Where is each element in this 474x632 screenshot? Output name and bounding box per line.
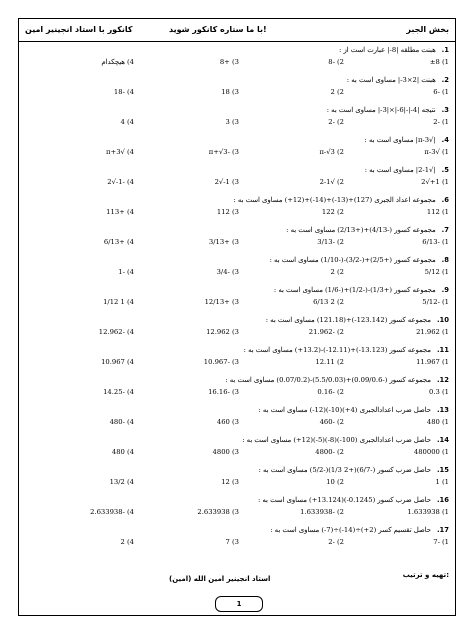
options-row: [25, 479, 449, 489]
option-number: 1): [439, 298, 449, 306]
options-row: [25, 299, 449, 309]
question-stem: هبنت |2×3-| مساوی است به :: [346, 76, 436, 84]
option-number: 1): [439, 388, 449, 396]
option-number: 4): [124, 388, 134, 396]
prepared-label: تهیه و ترتیب:: [402, 571, 449, 579]
option-value: 480: [426, 418, 440, 426]
option-number: 3): [229, 148, 239, 156]
option-number: 1): [439, 238, 449, 246]
option-number: 1): [439, 538, 449, 546]
option-value: -1.633938: [300, 508, 335, 516]
author-name: استاد انجینیر امین الله (امین): [169, 575, 271, 583]
option-number: 4): [124, 238, 134, 246]
option-value: 2: [330, 88, 335, 96]
option-value: +113: [106, 208, 125, 216]
option-value: -12.962: [98, 328, 125, 336]
option-number: 1): [439, 268, 449, 276]
question-number: 3.: [441, 106, 449, 114]
option-number: 2): [334, 478, 344, 486]
options-row: [25, 59, 449, 69]
option-value: -16.16: [208, 388, 230, 396]
option-number: 4): [124, 88, 134, 96]
option-number: 4): [124, 358, 134, 366]
question-text: [244, 347, 449, 354]
option-number: 1): [439, 178, 449, 186]
option-value: -18: [113, 88, 125, 96]
option-1[interactable]: [341, 539, 449, 546]
option-number: 4): [124, 148, 134, 156]
option-2[interactable]: [236, 59, 344, 66]
option-number: 2): [334, 448, 344, 456]
option-3[interactable]: [131, 479, 239, 486]
question-text: [233, 197, 449, 204]
option-3[interactable]: [131, 389, 239, 396]
option-number: 3): [229, 178, 239, 186]
option-value: -3/4: [216, 268, 230, 276]
option-3[interactable]: [131, 119, 239, 126]
option-value: -10.967: [203, 358, 230, 366]
option-value: 10: [326, 478, 335, 486]
question-number: 17.: [436, 526, 449, 534]
option-4[interactable]: [26, 509, 134, 516]
option-4[interactable]: [26, 329, 134, 336]
option-value: -2: [328, 118, 335, 126]
option-number: 2): [334, 238, 344, 246]
options-row: [25, 179, 449, 189]
option-number: 4): [124, 448, 134, 456]
option-number: 1): [439, 328, 449, 336]
question-stem: حاصل تقسیم کسر (2+)÷(14-)÷(7-) مساوی است به :: [270, 526, 431, 534]
option-2[interactable]: [236, 359, 344, 366]
option-number: 3): [229, 418, 239, 426]
option-value: -1: [118, 268, 125, 276]
question-text: [258, 497, 449, 504]
option-value: 2: [330, 268, 335, 276]
option-number: 3): [229, 388, 239, 396]
options-row: [25, 539, 449, 549]
question-text: [242, 437, 449, 444]
option-value: 10.967: [101, 358, 125, 366]
option-number: 3): [229, 508, 239, 516]
option-1[interactable]: [341, 89, 449, 96]
option-value: +6/13: [103, 238, 125, 246]
options-row: [25, 449, 449, 459]
option-1[interactable]: [341, 329, 449, 336]
option-value: √3+π: [106, 148, 125, 156]
option-3[interactable]: [131, 269, 239, 276]
question-stem: حاصل ضرب اعدادالجبری (100-)(8-)(5-)(12+) مساوی است به :: [242, 436, 431, 444]
question-text: [347, 77, 449, 84]
option-3[interactable]: [131, 449, 239, 456]
page-header: [19, 19, 455, 42]
option-2[interactable]: [236, 89, 344, 96]
option-1[interactable]: [341, 509, 449, 516]
option-value: ±8: [429, 58, 440, 66]
question-stem: مجموعه کسور (123.142-)+(121.18) مساوی است به :: [265, 316, 431, 324]
question-text: [339, 47, 449, 54]
question-number: 16.: [436, 496, 449, 504]
question-text: [274, 287, 449, 294]
question-number: 12.: [436, 376, 449, 384]
option-4[interactable]: [26, 389, 134, 396]
option-4[interactable]: [26, 209, 134, 216]
option-number: 2): [334, 328, 344, 336]
option-number: 2): [334, 358, 344, 366]
question-number: 14.: [436, 436, 449, 444]
option-number: 2): [334, 148, 344, 156]
option-4[interactable]: [26, 359, 134, 366]
document-page: [18, 18, 456, 616]
option-value: -7: [433, 538, 440, 546]
question-stem: مجموعه کسور (+1/3)-(-1/2)+(-1/6) مساوی است به :: [273, 286, 436, 294]
option-number: 1): [439, 148, 449, 156]
option-value: -6: [433, 88, 440, 96]
option-value: -π+√3: [208, 148, 230, 156]
question-number: 8.: [441, 256, 449, 264]
option-value: 1 1/12: [103, 298, 125, 306]
option-number: 4): [124, 478, 134, 486]
option-number: 4): [124, 538, 134, 546]
option-value: -1-√2: [107, 178, 125, 186]
option-value: 11.967: [416, 358, 440, 366]
question-number: 5.: [441, 166, 449, 174]
option-3[interactable]: [131, 329, 239, 336]
question-text: [365, 137, 449, 144]
option-value: 112: [426, 208, 440, 216]
question-number: 9.: [441, 286, 449, 294]
question-text: [270, 527, 449, 534]
question-text: [259, 467, 449, 474]
option-value: 2: [120, 538, 125, 546]
option-value: 2 6/13: [313, 298, 335, 306]
option-2[interactable]: [236, 299, 344, 306]
option-4[interactable]: [26, 89, 134, 96]
option-number: 2): [334, 298, 344, 306]
option-number: 4): [124, 418, 134, 426]
option-4[interactable]: [26, 179, 134, 186]
header-right: بخش الجبر: [406, 25, 449, 34]
question-stem: مجموعه کسور (+2/5)+(-3/2)-(-1/10) مساوی است به :: [269, 256, 436, 264]
option-2[interactable]: [236, 479, 344, 486]
option-number: 2): [334, 58, 344, 66]
option-value: 1.633938: [407, 508, 440, 516]
question-text: [266, 317, 449, 324]
option-3[interactable]: [131, 419, 239, 426]
option-1[interactable]: [341, 269, 449, 276]
option-2[interactable]: [236, 269, 344, 276]
question-text: [258, 407, 449, 414]
option-1[interactable]: [341, 149, 449, 156]
question-stem: |√3-π| مساوی است به :: [364, 136, 436, 144]
option-value: +3/13: [208, 238, 230, 246]
options-row: [25, 389, 449, 399]
options-row: [25, 239, 449, 249]
option-number: 4): [124, 118, 134, 126]
questions-list: [25, 47, 449, 567]
question-text: [286, 227, 449, 234]
option-number: 1): [439, 88, 449, 96]
option-number: 3): [229, 268, 239, 276]
option-value: -5/12: [422, 298, 440, 306]
option-2[interactable]: [236, 209, 344, 216]
option-value: 122: [321, 208, 335, 216]
option-4[interactable]: [26, 119, 134, 126]
option-number: 3): [229, 118, 239, 126]
options-row: [25, 419, 449, 429]
option-number: 2): [334, 178, 344, 186]
option-value: 21.962: [416, 328, 440, 336]
option-value: 3: [225, 118, 230, 126]
question-stem: مجموعه کسور (-4/13)+(+2/13) مساوی است به :: [286, 226, 436, 234]
option-number: 4): [124, 328, 134, 336]
option-2[interactable]: [236, 449, 344, 456]
options-row: [25, 269, 449, 279]
options-row: [25, 329, 449, 339]
options-row: [25, 119, 449, 129]
options-row: [25, 209, 449, 219]
option-number: 2): [334, 88, 344, 96]
option-number: 2): [334, 118, 344, 126]
option-4[interactable]: [26, 149, 134, 156]
option-1[interactable]: [341, 59, 449, 66]
option-number: 3): [229, 238, 239, 246]
option-2[interactable]: [236, 149, 344, 156]
option-value: 7: [225, 538, 230, 546]
option-number: 3): [229, 88, 239, 96]
option-value: -2: [328, 538, 335, 546]
option-number: 3): [229, 538, 239, 546]
question-stem: مجموعه اعداد الجبری (127)+(13-)+(14-)+(12+) مساوی است به :: [233, 196, 436, 204]
option-3[interactable]: [131, 149, 239, 156]
option-value: -6/13: [422, 238, 440, 246]
question-stem: |√2-1| مساوی است به :: [364, 166, 436, 174]
option-number: 4): [124, 298, 134, 306]
options-row: [25, 89, 449, 99]
option-number: 3): [229, 448, 239, 456]
option-number: 1): [439, 208, 449, 216]
option-number: 3): [229, 358, 239, 366]
option-3[interactable]: [131, 59, 239, 66]
option-number: 1): [439, 448, 449, 456]
option-value: 12.11: [315, 358, 335, 366]
question-stem: هبنت مطلقه |8-| عبارت است از :: [339, 46, 436, 54]
option-4[interactable]: [26, 299, 134, 306]
option-value: 4: [120, 118, 125, 126]
option-number: 4): [124, 268, 134, 276]
option-1[interactable]: [341, 119, 449, 126]
option-2[interactable]: [236, 239, 344, 246]
option-value: √3-π: [424, 148, 440, 156]
option-value: 460: [216, 418, 230, 426]
option-value: -0.16: [317, 388, 335, 396]
option-value: 12: [221, 478, 230, 486]
header-center: با ما ستاره کانکور شوید!: [169, 25, 267, 34]
options-row: [25, 509, 449, 519]
option-number: 2): [334, 538, 344, 546]
option-number: 1): [439, 508, 449, 516]
option-1[interactable]: [341, 389, 449, 396]
question-stem: نتیجه |4-|-|6-|×|3-| مساوی است به :: [326, 106, 436, 114]
option-3[interactable]: [131, 299, 239, 306]
option-value: 1-√2: [214, 178, 230, 186]
question-number: 15.: [436, 466, 449, 474]
header-left: کانکور با استاد انجینیر امین: [25, 25, 133, 34]
option-2[interactable]: [236, 539, 344, 546]
option-2[interactable]: [236, 329, 344, 336]
option-value: -14.25: [103, 388, 125, 396]
option-1[interactable]: [341, 179, 449, 186]
option-number: 3): [229, 58, 239, 66]
option-1[interactable]: [341, 299, 449, 306]
option-1[interactable]: [341, 209, 449, 216]
question-number: 4.: [441, 136, 449, 144]
option-value: -4800: [315, 448, 335, 456]
option-3[interactable]: [131, 509, 239, 516]
options-row: [25, 359, 449, 369]
option-number: 1): [439, 418, 449, 426]
option-value: π-√3: [319, 148, 335, 156]
question-number: 1.: [441, 46, 449, 54]
option-number: 2): [334, 268, 344, 276]
option-value: 480: [111, 448, 125, 456]
option-value: 18: [221, 88, 230, 96]
option-value: 112: [216, 208, 230, 216]
option-number: 2): [334, 388, 344, 396]
option-3[interactable]: [131, 539, 239, 546]
question-number: 2.: [441, 76, 449, 84]
question-text: [365, 167, 449, 174]
option-4[interactable]: [26, 449, 134, 456]
question-stem: حاصل ضرب کسور (-6/7)(+2 1/3)(-5/2) مساوی است به :: [258, 466, 431, 474]
option-value: 1: [435, 478, 440, 486]
option-number: 1): [439, 58, 449, 66]
question-stem: مجموعه کسور (13.123-)+(12.11-)-(13.2+) مساوی است به :: [243, 346, 431, 354]
option-2[interactable]: [236, 119, 344, 126]
question-text: [327, 107, 449, 114]
option-number: 2): [334, 418, 344, 426]
option-value: 480000: [413, 448, 440, 456]
option-number: 4): [124, 58, 134, 66]
option-number: 4): [124, 178, 134, 186]
option-value: 1+√2: [421, 178, 440, 186]
question-number: 6.: [441, 196, 449, 204]
option-number: 1): [439, 118, 449, 126]
option-1[interactable]: [341, 449, 449, 456]
options-row: [25, 149, 449, 159]
option-value: +8: [219, 58, 230, 66]
option-value: -2: [433, 118, 440, 126]
question-stem: حاصل ضرب اعدادالجبری (4+)(10-)(12-) مساوی است به :: [258, 406, 431, 414]
option-4[interactable]: [26, 539, 134, 546]
option-value: -8: [328, 58, 335, 66]
option-value: -480: [109, 418, 125, 426]
question-stem: حاصل ضرب کسور (0.1245-)(13.124+) مساوی است به :: [257, 496, 431, 504]
option-number: 3): [229, 328, 239, 336]
option-number: 3): [229, 298, 239, 306]
option-1[interactable]: [341, 359, 449, 366]
option-3[interactable]: [131, 89, 239, 96]
option-number: 1): [439, 478, 449, 486]
option-number: 4): [124, 508, 134, 516]
option-number: 3): [229, 478, 239, 486]
option-value: هیچکدام: [101, 58, 125, 66]
option-number: 2): [334, 208, 344, 216]
option-value: 13/2: [109, 478, 125, 486]
option-number: 1): [439, 358, 449, 366]
option-2[interactable]: [236, 419, 344, 426]
option-value: √2-1: [319, 178, 335, 186]
option-value: 4800: [212, 448, 230, 456]
option-3[interactable]: [131, 209, 239, 216]
option-value: -21.962: [308, 328, 335, 336]
option-3[interactable]: [131, 179, 239, 186]
option-3[interactable]: [131, 239, 239, 246]
option-value: 5/12: [424, 268, 440, 276]
option-4[interactable]: [26, 269, 134, 276]
option-4[interactable]: [26, 419, 134, 426]
page-footer: [19, 565, 455, 615]
option-value: 2.633938: [197, 508, 230, 516]
question-text: [270, 257, 449, 264]
option-value: 12.962: [206, 328, 230, 336]
option-2[interactable]: [236, 509, 344, 516]
option-1[interactable]: [341, 239, 449, 246]
option-value: +12/13: [204, 298, 230, 306]
option-number: 4): [124, 208, 134, 216]
option-number: 3): [229, 208, 239, 216]
option-value: -3/13: [317, 238, 335, 246]
option-1[interactable]: [341, 419, 449, 426]
option-number: 2): [334, 508, 344, 516]
question-number: 11.: [436, 346, 449, 354]
option-value: -460: [319, 418, 335, 426]
question-text: [225, 377, 449, 384]
option-3[interactable]: [131, 359, 239, 366]
question-stem: مجموعه کسور (-0.09/0.6)+(5.5/0.03)-(0.07/0.2) مساوی است به :: [225, 376, 431, 384]
question-number: 13.: [436, 406, 449, 414]
page-number: 1: [215, 596, 263, 612]
option-4[interactable]: [26, 479, 134, 486]
option-2[interactable]: [236, 389, 344, 396]
question-number: 10.: [436, 316, 449, 324]
option-value: 0.3: [429, 388, 440, 396]
option-4[interactable]: [26, 239, 134, 246]
option-2[interactable]: [236, 179, 344, 186]
question-number: 7.: [441, 226, 449, 234]
option-value: -2.633938: [90, 508, 125, 516]
option-4[interactable]: [26, 59, 134, 66]
option-1[interactable]: [341, 479, 449, 486]
